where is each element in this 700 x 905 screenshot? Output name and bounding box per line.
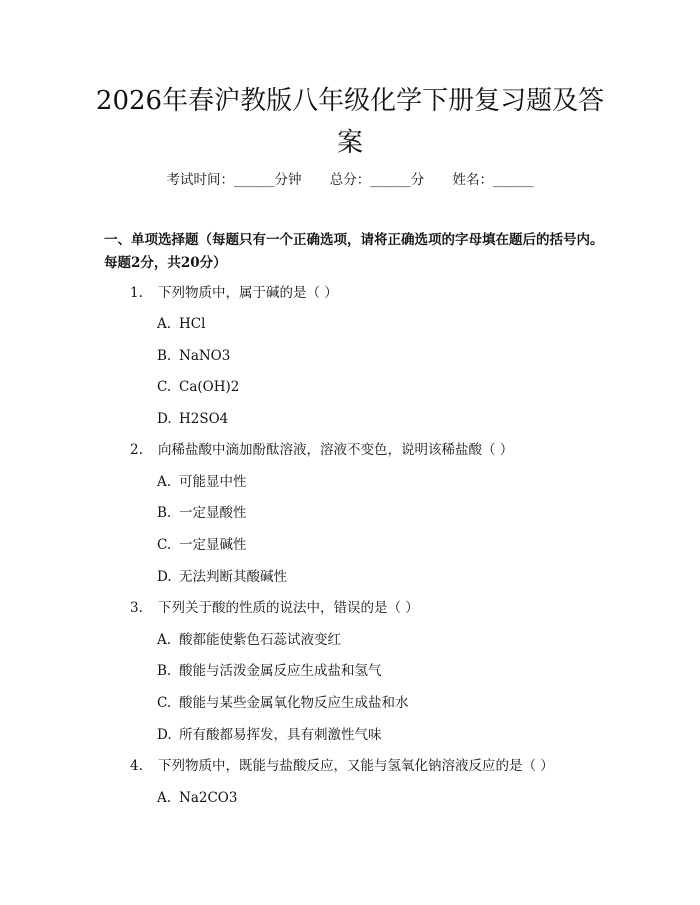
option-letter: A. <box>157 474 172 490</box>
total-score-blank: ______ <box>370 172 411 188</box>
option-letter: C. <box>157 695 172 711</box>
option-text: 无法判断其酸碱性 <box>179 569 287 585</box>
option-letter: A. <box>157 632 172 648</box>
total-score-field <box>330 168 425 188</box>
option-letter: A. <box>157 316 172 332</box>
question-text: 下列物质中，既能与盐酸反应，又能与氢氧化钠溶液反应的是（ ） <box>158 758 554 774</box>
question-number: 1. <box>130 285 143 301</box>
question-text: 下列物质中，属于碱的是（ ） <box>158 285 338 301</box>
question-number: 2. <box>130 442 143 458</box>
option-text: 可能显中性 <box>179 474 247 490</box>
option-text: Ca(OH)2 <box>179 379 240 395</box>
exam-time-label: 考试时间： <box>166 172 234 188</box>
option-text: H2SO4 <box>179 411 229 427</box>
option-letter: A. <box>157 790 172 806</box>
option-letter: C. <box>157 537 172 553</box>
option-letter: B. <box>157 505 172 521</box>
exam-time-field <box>166 168 301 188</box>
question-text: 向稀盐酸中滴加酚酞溶液，溶液不变色，说明该稀盐酸（ ） <box>158 442 514 458</box>
option-letter: D. <box>157 727 172 743</box>
option-text: 酸能与某些金属氧化物反应生成盐和水 <box>179 695 409 711</box>
option-letter: B. <box>157 348 172 364</box>
exam-info-line <box>0 168 700 188</box>
option-letter: D. <box>157 411 172 427</box>
question-text: 下列关于酸的性质的说法中，错误的是（ ） <box>158 600 419 616</box>
student-name-label: 姓名： <box>452 172 494 188</box>
question-number: 4. <box>130 758 143 774</box>
section-heading: 一、单项选择题（每题只有一个正确选项，请将正确选项的字母填在题后的括号内。每题2分，共20分） <box>104 232 604 271</box>
option-text: 一定显碱性 <box>179 537 247 553</box>
exam-time-unit: 分钟 <box>274 172 302 188</box>
document-title: 2026年春沪教版八年级化学下册复习题及答案 <box>95 86 605 158</box>
option-text: 一定显酸性 <box>179 505 247 521</box>
exam-time-blank: ______ <box>233 172 275 188</box>
option-letter: C. <box>157 379 172 395</box>
question-number: 3. <box>130 600 143 616</box>
total-score-label: 总分： <box>329 172 371 188</box>
option-letter: D. <box>157 569 172 585</box>
option-text: 所有酸都易挥发，具有刺激性气味 <box>179 727 382 743</box>
option-text: Na2CO3 <box>179 790 238 806</box>
total-score-unit: 分 <box>410 172 425 188</box>
option-text: NaNO3 <box>179 348 231 364</box>
option-text: 酸能与活泼金属反应生成盐和氢气 <box>179 663 382 679</box>
option-letter: B. <box>157 663 172 679</box>
student-name-blank: ______ <box>493 172 534 188</box>
student-name-field <box>453 168 534 188</box>
option-text: HCl <box>179 316 206 332</box>
option-text: 酸都能使紫色石蕊试液变红 <box>179 632 341 648</box>
